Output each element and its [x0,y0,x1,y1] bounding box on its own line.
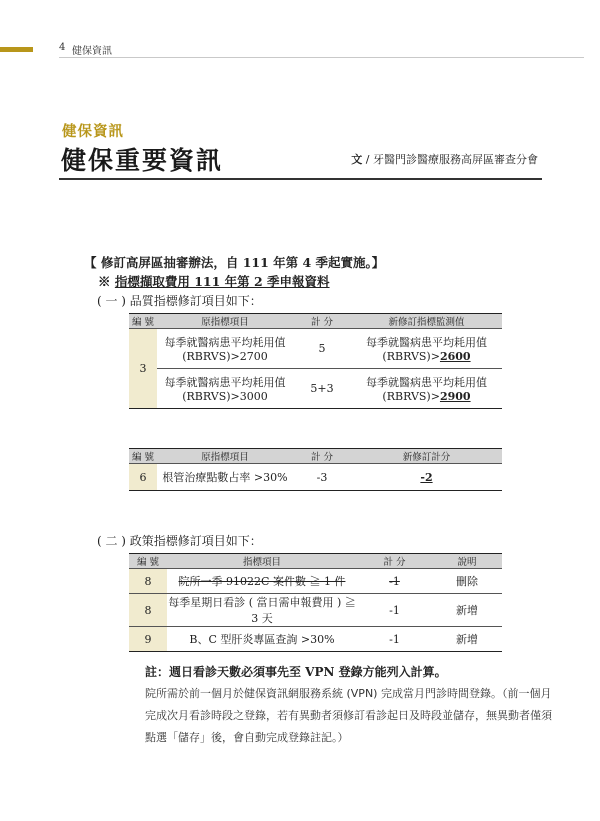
column-header: 新修訂指標監測值 [351,314,502,329]
column-header: 指標項目 [167,554,357,569]
header-divider [59,57,584,58]
table-row [129,464,502,491]
column-header: 編 號 [129,449,157,464]
policy-indicator-table [129,553,502,652]
score: -1 [357,594,432,627]
indicator-item: 院所一季 91022C 案件數 ≧ 1 件 [167,569,357,594]
new-item-line1: 每季就醫病患平均耗用值 [366,376,487,389]
original-item-line2: (RBRVS)>3000 [182,390,268,403]
section2-title: ( 二 ) 政策指標修訂項目如下： [97,534,262,548]
byline-prefix: 文 [351,153,363,166]
column-header: 原指標項目 [157,314,293,329]
note-title: 註：週日看診天數必須事先至 VPN 登錄方能列入計算。 [145,665,447,679]
table-row [129,627,502,652]
column-header: 計 分 [293,314,351,329]
table-row [129,329,502,369]
byline-author: / 牙醫門診醫療服務高屏區審查分會 [362,153,538,166]
column-header: 計 分 [293,449,351,464]
column-header: 說明 [432,554,502,569]
new-value: 2900 [439,390,471,403]
new-item-prefix: (RBRVS)> [382,390,440,403]
table-row [129,569,502,594]
original-item [157,329,293,369]
title-divider [59,178,542,180]
table-row [129,369,502,409]
column-header: 計 分 [357,554,432,569]
section1-title: ( 一 ) 品質指標修訂項目如下： [97,294,262,308]
column-header: 編 號 [129,554,167,569]
original-item-line2: (RBRVS)>2700 [182,350,268,363]
new-item [351,369,502,409]
running-header: 健保資訊 [72,46,112,57]
column-header: 原指標項目 [157,449,293,464]
row-number: 8 [129,594,167,627]
score: 5 [293,329,351,369]
description: 刪除 [432,569,502,594]
table-header-row [129,449,502,464]
description: 新增 [432,627,502,652]
row-number: 6 [129,464,157,491]
header-accent-bar [0,47,33,52]
note-body: 院所需於前一個月於健保資訊網服務系統 (VPN) 完成當月門診時間登錄。（前一個月完成次月看診時段之登錄，若有異動者須修訂看診起日及時段並儲存，無異動者僅須點選「儲存」後，會自動完成登錄註記。） [145,687,552,744]
new-item [351,329,502,369]
notice-text: 【 修訂高屏區抽審辦法，自 111 年第 4 季起實施。】 [84,255,385,270]
article-category: 健保資訊 [62,124,124,140]
score: -1 [357,569,432,594]
table-header-row [129,314,502,329]
new-item-line1: 每季就醫病患平均耗用值 [366,336,487,349]
indicator-item: 每季星期日看診 ( 當日需申報費用 ) ≧ 3 天 [167,594,357,627]
table-row [129,594,502,627]
original-item-line1: 每季就醫病患平均耗用值 [164,336,286,349]
new-item-prefix: (RBRVS)> [382,350,440,363]
page-number: 4 [59,42,66,53]
table-header-row [129,554,502,569]
original-item: 根管治療點數占率 >30% [157,464,293,491]
subnote-prefix: ※ [98,274,115,289]
subnote-text: 指標擷取費用 111 年第 2 季申報資料 [114,274,330,289]
article-title: 健保重要資訊 [61,146,224,175]
score: -1 [357,627,432,652]
article-byline [351,151,538,167]
original-item [157,369,293,409]
new-value: 2600 [439,350,471,363]
new-score: -2 [351,464,502,491]
column-header: 新修訂計分 [351,449,502,464]
row-number: 8 [129,569,167,594]
score-revision-table [129,448,502,491]
row-number: 9 [129,627,167,652]
score: -3 [293,464,351,491]
original-item-line1: 每季就醫病患平均耗用值 [164,376,286,389]
score: 5+3 [293,369,351,409]
description: 新增 [432,594,502,627]
quality-indicator-table [129,313,502,409]
column-header: 編 號 [129,314,157,329]
indicator-item: B、C 型肝炎專區查詢 >30% [167,627,357,652]
subnote [98,272,330,290]
row-number: 3 [129,329,157,409]
